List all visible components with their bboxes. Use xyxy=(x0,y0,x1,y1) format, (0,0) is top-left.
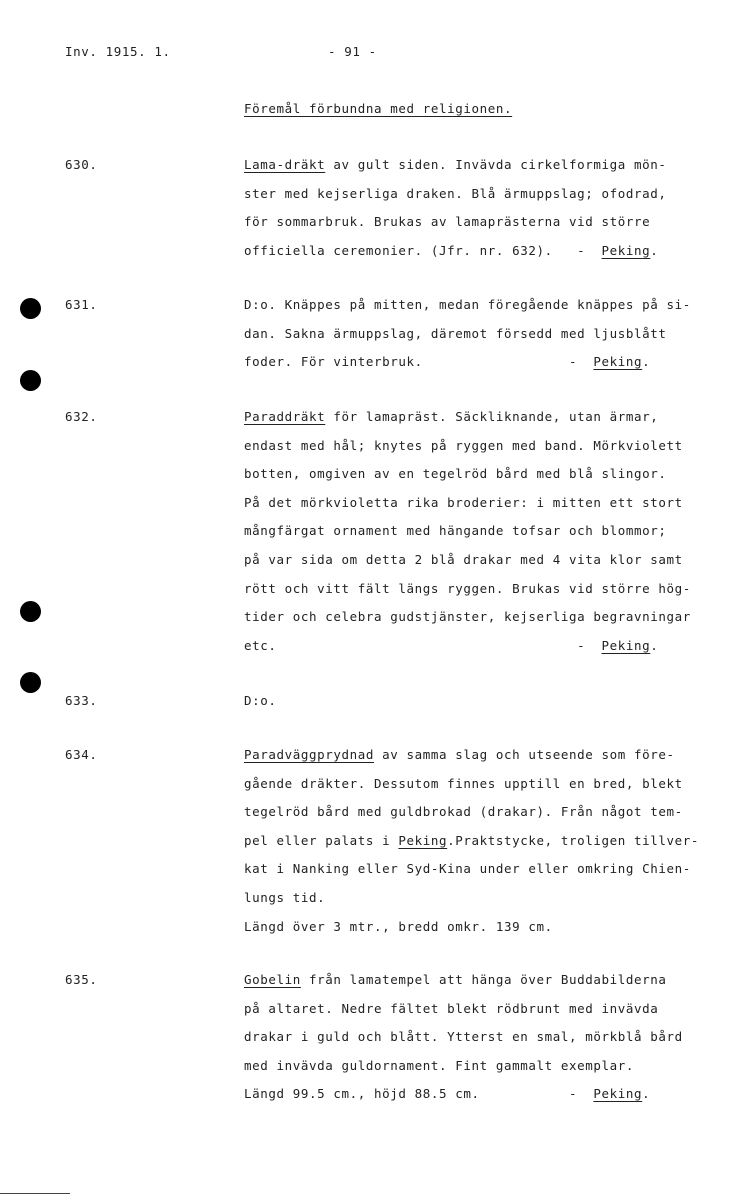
entry-text: pel eller palats i xyxy=(244,832,399,848)
entry-text: för lamapräst. Säckliknande, utan ärmar, xyxy=(325,409,659,424)
entry-line: på altaret. Nedre fältet blekt rödbrunt med invävda xyxy=(244,1000,659,1016)
entry-line: endast med hål; knytes på ryggen med band. Mörkviolett xyxy=(244,437,683,453)
entry-line: drakar i guld och blått. Ytterst en smal, mörkblå bård xyxy=(244,1029,683,1045)
entry-line xyxy=(244,833,699,848)
entry-line: ster med kejserliga draken. Blå ärmuppslag; ofodrad, xyxy=(244,185,667,201)
entry-line: dan. Sakna ärmuppslag, däremot försedd med ljusblått xyxy=(244,325,667,341)
entry-text: av samma slag och utseende som före- xyxy=(374,747,675,762)
entry-text: . xyxy=(650,637,659,653)
entry-line xyxy=(244,157,667,172)
underlined-term: Peking xyxy=(593,354,643,370)
section-title: Föremål förbundna med religionen. xyxy=(244,101,513,116)
entry-line xyxy=(244,972,667,987)
entry-line: rött och vitt fält längs ryggen. Brukas vid större hög- xyxy=(244,580,691,596)
punch-hole-icon xyxy=(20,601,41,622)
entry-line: gående dräkter. Dessutom finnes upptill en bred, blekt xyxy=(244,775,683,791)
entry-text: .Praktstycke, troligen tillver- xyxy=(447,832,700,848)
entry-number: 634. xyxy=(65,747,98,762)
inventory-reference: Inv. 1915. 1. xyxy=(65,44,171,59)
entry-line: D:o. Knäppes på mitten, medan föregående knäppes på si- xyxy=(244,297,691,312)
entry-line xyxy=(244,354,650,369)
entry-text: foder. För vinterbruk. - xyxy=(244,354,594,370)
entry-line xyxy=(244,409,658,424)
page-number: - 91 - xyxy=(328,44,377,59)
entry-text: . xyxy=(642,1086,651,1102)
underlined-term: Gobelin xyxy=(244,972,301,987)
underlined-term: Peking xyxy=(601,637,651,653)
underlined-term: Lama-dräkt xyxy=(244,157,326,172)
underlined-term: Peking xyxy=(398,832,448,848)
entry-line: på var sida om detta 2 blå drakar med 4 vita klor samt xyxy=(244,552,683,567)
entry-text: . xyxy=(642,354,651,370)
underlined-term: Paradväggprydnad xyxy=(244,747,375,762)
punch-hole-icon xyxy=(20,370,41,391)
entry-line: för sommarbruk. Brukas av lamaprästerna vid större xyxy=(244,214,651,230)
entry-number: 633. xyxy=(65,693,98,708)
underlined-term: Peking xyxy=(601,242,651,258)
punch-hole-icon xyxy=(20,672,41,693)
entry-line xyxy=(244,1086,650,1101)
entry-number: 635. xyxy=(65,972,98,987)
entry-line: Längd över 3 mtr., bredd omkr. 139 cm. xyxy=(244,918,553,934)
entry-line: med invävda guldornament. Fint gammalt exemplar. xyxy=(244,1057,635,1073)
entry-line: På det mörkvioletta rika broderier: i mitten ett stort xyxy=(244,494,683,510)
entry-line: botten, omgiven av en tegelröd bård med blå slingor. xyxy=(244,466,667,482)
footer-rule xyxy=(0,1193,70,1194)
entry-text: . xyxy=(650,242,659,258)
underlined-term: Peking xyxy=(593,1086,643,1102)
entry-line: mångfärgat ornament med hängande tofsar och blommor; xyxy=(244,523,667,539)
entry-line: kat i Nanking eller Syd-Kina under eller omkring Chien- xyxy=(244,861,691,877)
entry-line: lungs tid. xyxy=(244,890,326,905)
entry-number: 630. xyxy=(65,157,98,172)
entry-text: av gult siden. Invävda cirkelformiga mön- xyxy=(325,157,667,172)
underlined-term: Paraddräkt xyxy=(244,409,326,424)
entry-line: D:o. xyxy=(244,693,277,708)
entry-number: 631. xyxy=(65,297,98,312)
punch-hole-icon xyxy=(20,298,41,319)
entry-text: etc. - xyxy=(244,637,602,653)
entry-number: 632. xyxy=(65,409,98,424)
entry-line xyxy=(244,243,658,258)
entry-text: Längd 99.5 cm., höjd 88.5 cm. - xyxy=(244,1086,594,1102)
entry-text: från lamatempel att hänga över Buddabilderna xyxy=(300,972,667,987)
entry-line xyxy=(244,747,675,762)
entry-line: tider och celebra gudstjänster, kejserliga begravningar xyxy=(244,609,691,625)
entry-line xyxy=(244,638,658,653)
entry-line: tegelröd bård med guldbrokad (drakar). Från något tem- xyxy=(244,804,683,820)
entry-text: officiella ceremonier. (Jfr. nr. 632). - xyxy=(244,242,602,258)
